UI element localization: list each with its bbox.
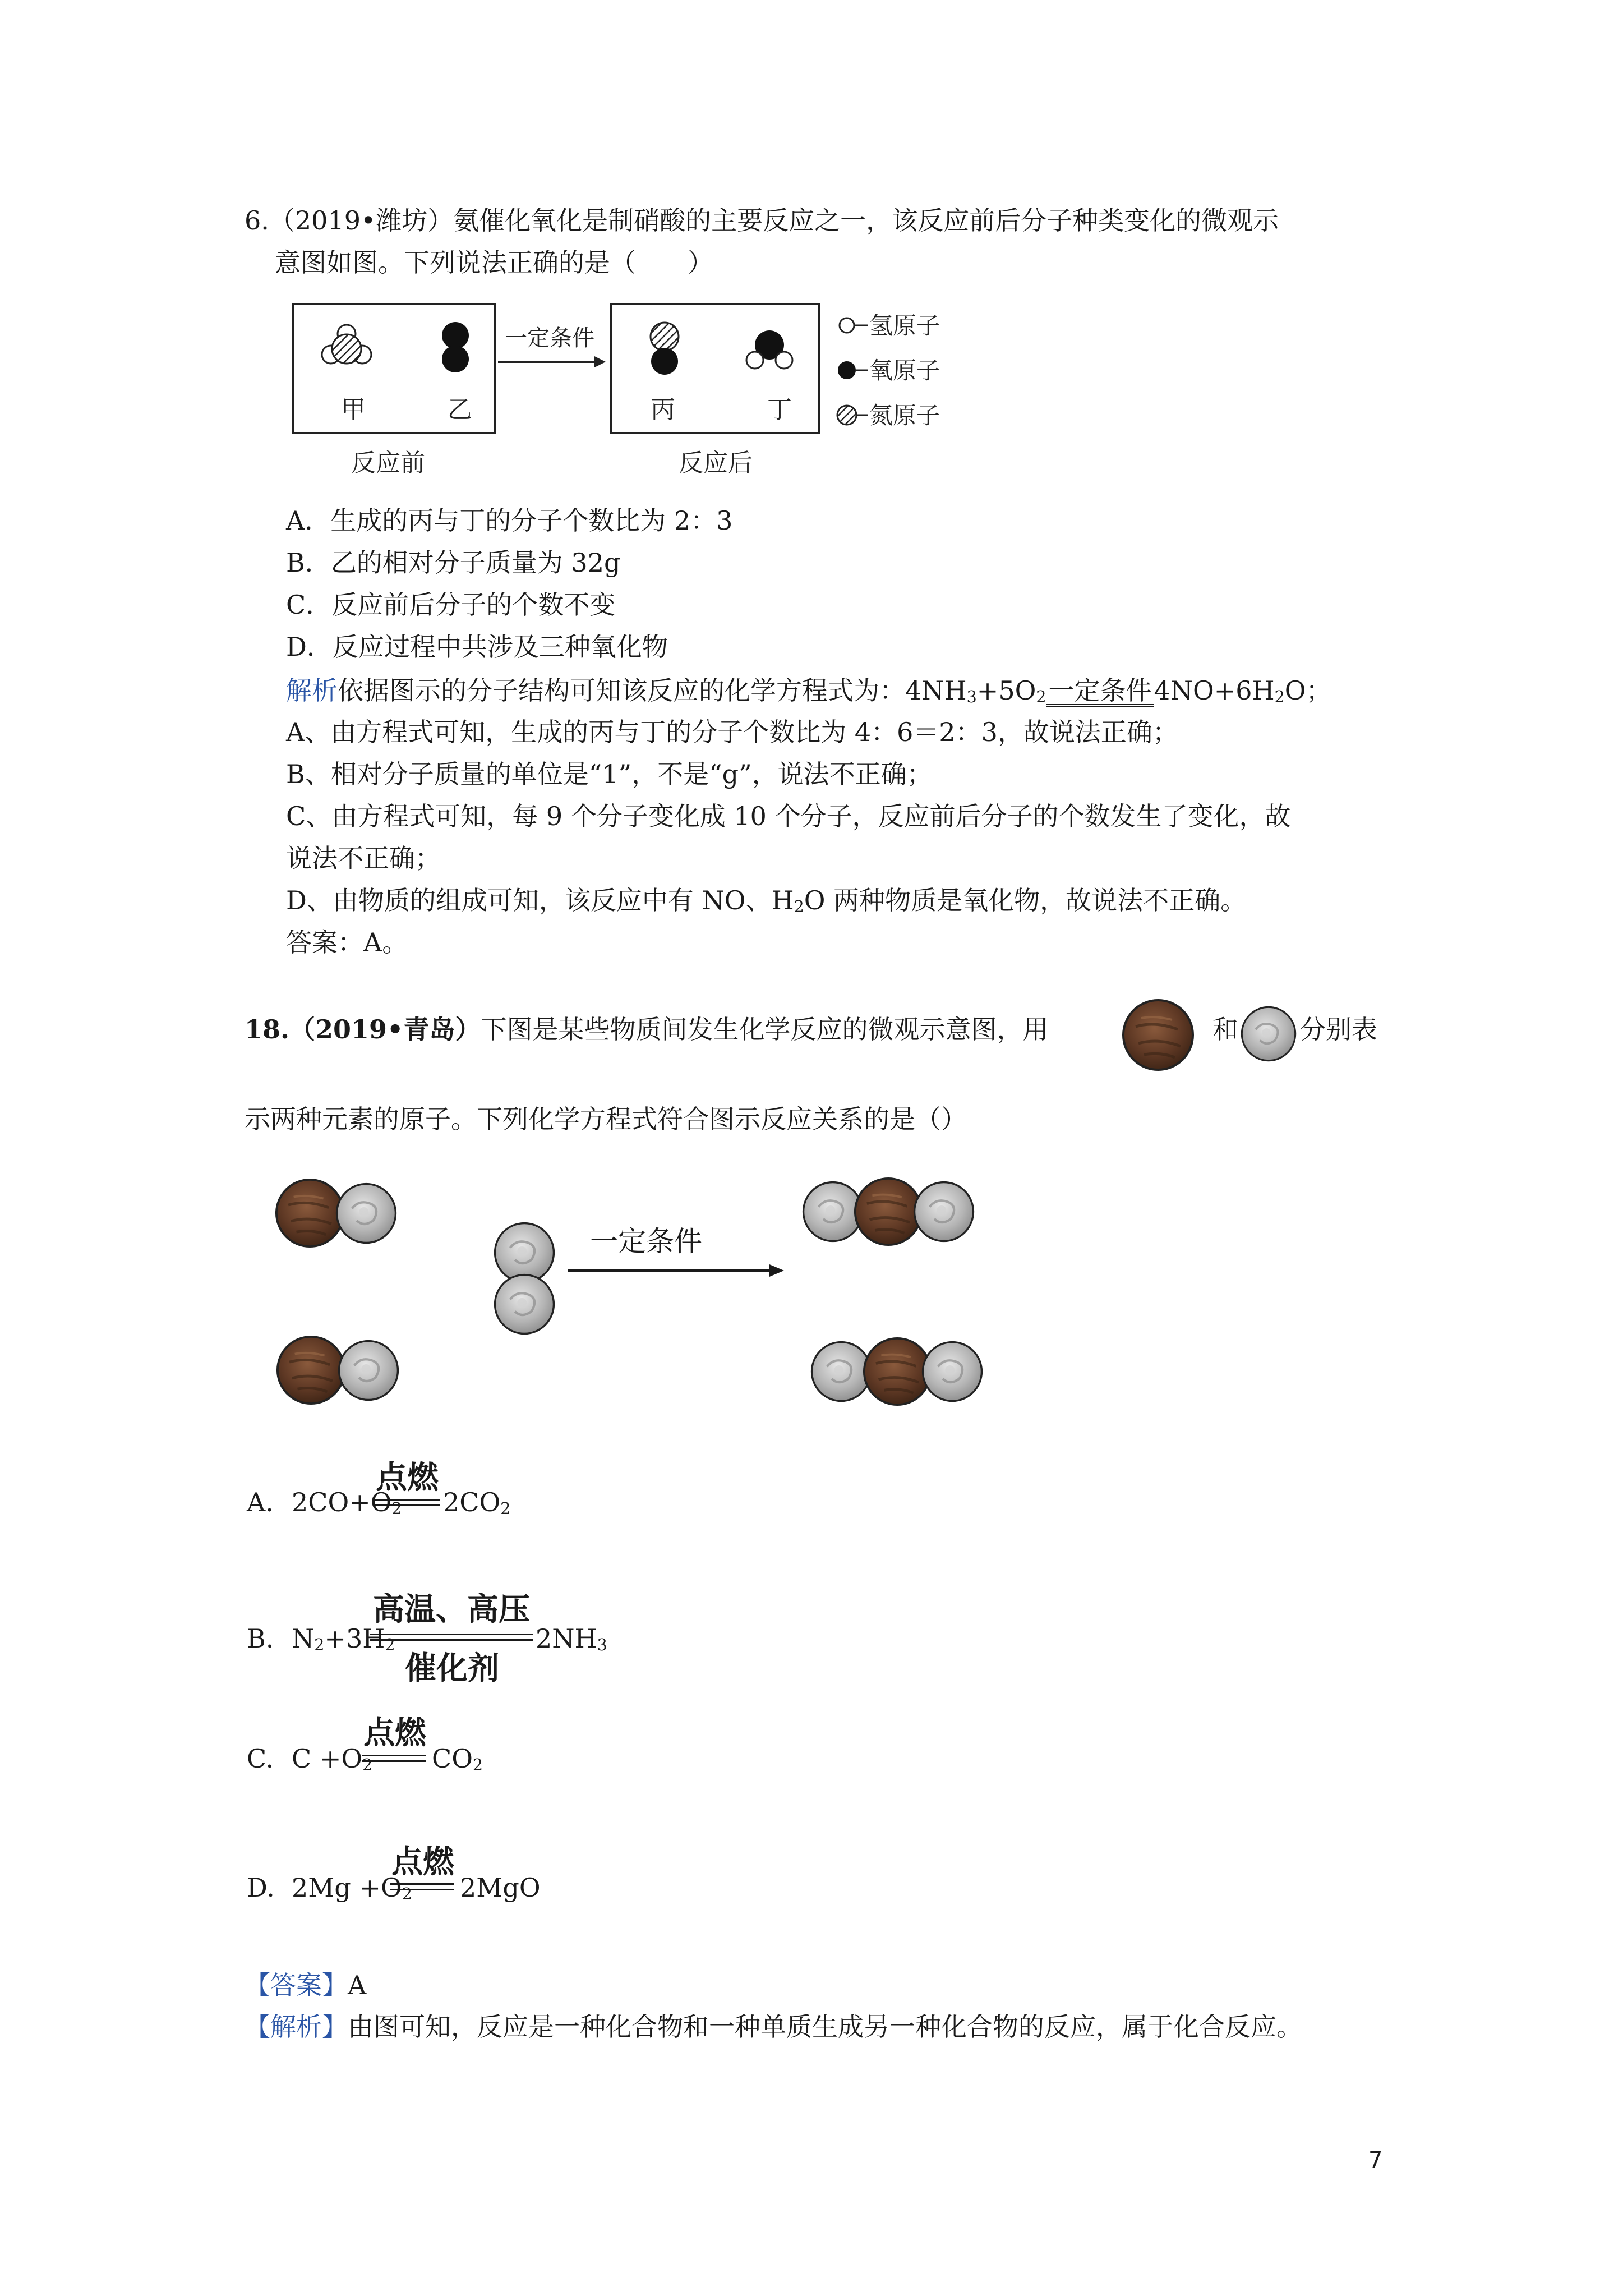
q18-analysis-text: 由图可知，反应是一种化合物和一种单质生成另一种化合物的反应，属于化合反应。 bbox=[348, 2012, 1302, 2042]
q18-option-d-right bbox=[460, 1872, 541, 1903]
q18-option-c-label: C. bbox=[247, 1743, 274, 1774]
q18-d-condition: 点燃 bbox=[391, 1844, 454, 1880]
before-label: 反应前 bbox=[351, 449, 425, 477]
q6-stem-line2: 意图如图。下列说法正确的是（ ） bbox=[275, 247, 713, 278]
q6-reaction-diagram bbox=[292, 303, 1009, 488]
q18-a-condition: 点燃 bbox=[376, 1460, 439, 1496]
q18-option-b-right bbox=[536, 1623, 607, 1655]
q18-reaction-diagram bbox=[269, 1167, 1054, 1425]
q6-analysis-a: A、由方程式可知，生成的丙与丁的分子个数比为 4：6＝2：3，故说法正确； bbox=[286, 717, 1178, 747]
q6-analysis-intro: 依据图示的分子结构可知该反应的化学方程式为： bbox=[338, 675, 905, 706]
q18-stem-line1 bbox=[245, 1014, 1049, 1045]
label-jia: 甲 bbox=[341, 395, 366, 424]
q18-b-left-h: +3H bbox=[324, 1623, 385, 1654]
molecule-yi bbox=[442, 322, 469, 372]
q18-option-d bbox=[247, 1872, 275, 1903]
q6-analysis-d-post: O 两种物质是氧化物，故说法不正确。 bbox=[804, 885, 1247, 915]
q18-a-right: 2CO bbox=[443, 1487, 501, 1517]
legend-oxygen: 氧原子 bbox=[869, 357, 940, 384]
q18-gray-atom-legend bbox=[1241, 1006, 1297, 1062]
q18-option-a-right bbox=[443, 1487, 511, 1519]
q6-analysis-c1: C、由方程式可知，每 9 个分子变化成 10 个分子，反应前后分子的个数发生了变化，故 bbox=[286, 801, 1291, 831]
q18-b-left-n: N bbox=[292, 1623, 315, 1654]
q18-a-right-sub: 2 bbox=[500, 1499, 511, 1519]
arrow-label: 一定条件 bbox=[505, 325, 594, 351]
q6-analysis-d bbox=[286, 885, 1247, 917]
reactant-molecule-o2 bbox=[495, 1223, 554, 1334]
q18-a-eq-line-2 bbox=[373, 1504, 440, 1506]
q6-option-a: A．生成的丙与丁的分子个数比为 2：3 bbox=[286, 505, 733, 536]
eq-end: O； bbox=[1284, 675, 1332, 706]
q18-analysis-tag: 【解析】 bbox=[245, 2012, 348, 2042]
q18-b-left-h-sub: 2 bbox=[385, 1636, 395, 1655]
eq-o2-sub: 2 bbox=[1036, 688, 1046, 707]
q18-c-condition: 点燃 bbox=[363, 1715, 426, 1751]
q6-analysis-c2: 说法不正确； bbox=[286, 843, 441, 873]
q18-d-left: 2Mg +O bbox=[292, 1872, 402, 1903]
legend-nitrogen: 氮原子 bbox=[869, 402, 940, 429]
q18-d-left-sub: 2 bbox=[402, 1885, 412, 1904]
q6-analysis-tag: 解析 bbox=[286, 675, 338, 706]
reactant-molecule-co-1 bbox=[276, 1180, 396, 1246]
q18-option-d-label: D. bbox=[247, 1872, 275, 1903]
q18-and: 和 bbox=[1212, 1014, 1238, 1045]
eq-o2: +5O bbox=[976, 675, 1036, 706]
q18-d-eq-line-2 bbox=[390, 1889, 454, 1890]
q6-option-b: B．乙的相对分子质量为 32g bbox=[286, 547, 621, 578]
q18-d-right: 2MgO bbox=[460, 1872, 541, 1903]
q18-b-eq-line-2 bbox=[370, 1639, 533, 1641]
q6-analysis-d-pre: D、由物质的组成可知，该反应中有 NO、H bbox=[286, 885, 794, 915]
legend bbox=[837, 312, 940, 429]
page-number: 7 bbox=[1368, 2147, 1383, 2173]
q18-option-a-label: A. bbox=[247, 1487, 274, 1517]
q18-answer bbox=[245, 1972, 366, 1998]
q18-arrow-label: 一定条件 bbox=[590, 1225, 702, 1258]
q18-b-left-n-sub: 2 bbox=[314, 1636, 325, 1655]
q18-analysis bbox=[245, 2014, 1302, 2040]
q18-a-eq-line-1 bbox=[373, 1499, 440, 1501]
q18-answer-tag: 【答案】 bbox=[245, 1970, 348, 2000]
q18-a-left: 2CO+O bbox=[292, 1487, 392, 1517]
eq-nh3-sub: 3 bbox=[966, 688, 977, 707]
eq-h2o-sub: 2 bbox=[1274, 688, 1285, 707]
q18-c-left: C +O bbox=[292, 1743, 363, 1774]
q18-c-eq-line-1 bbox=[362, 1755, 426, 1756]
label-yi: 乙 bbox=[448, 395, 472, 424]
eq-condition: 一定条件 bbox=[1046, 677, 1154, 707]
reactant-molecule-co-2 bbox=[278, 1337, 398, 1404]
eq-nh3: 4NH bbox=[905, 675, 967, 706]
q18-b-right-sub: 3 bbox=[597, 1636, 607, 1655]
molecule-ding bbox=[746, 330, 792, 369]
q6-analysis-d-sub: 2 bbox=[794, 898, 804, 917]
q6-analysis-b: B、相对分子质量的单位是“1”，不是“g”，说法不正确； bbox=[286, 759, 933, 789]
q18-d-eq-line-1 bbox=[390, 1883, 454, 1885]
q18-a-left-sub: 2 bbox=[391, 1499, 402, 1519]
q18-brown-atom-legend bbox=[1122, 999, 1195, 1071]
q18-option-a bbox=[247, 1489, 274, 1515]
q18-stem-part2: 分别表 bbox=[1300, 1014, 1377, 1045]
label-bing: 丙 bbox=[651, 395, 675, 424]
q18-option-c-left bbox=[292, 1743, 373, 1775]
product-molecule-co2-2 bbox=[812, 1338, 982, 1405]
q6-stem-line1: 6.（2019•潍坊）氨催化氧化是制硝酸的主要反应之一，该反应前后分子种类变化的微观示 bbox=[245, 205, 1279, 236]
q6-option-d: D．反应过程中共涉及三种氧化物 bbox=[286, 632, 668, 662]
molecule-bing bbox=[651, 323, 679, 375]
q6-option-c: C．反应前后分子的个数不变 bbox=[286, 590, 616, 620]
product-molecule-co2-1 bbox=[804, 1179, 974, 1245]
q18-c-eq-line-2 bbox=[362, 1760, 426, 1762]
q18-b-right: 2NH bbox=[536, 1623, 597, 1654]
q18-c-right: CO bbox=[432, 1743, 473, 1774]
q18-stem-line2: 示两种元素的原子。下列化学方程式符合图示反应关系的是（） bbox=[245, 1104, 967, 1134]
q18-stem-part1: 下图是某些物质间发生化学反应的微观示意图，用 bbox=[481, 1014, 1049, 1045]
q18-source: 18.（2019•青岛） bbox=[245, 1014, 481, 1045]
eq-no-h2o: 4NO+6H bbox=[1154, 675, 1275, 706]
label-ding: 丁 bbox=[767, 395, 792, 424]
molecule-jia bbox=[322, 325, 371, 364]
q18-b-condition-under: 催化剂 bbox=[405, 1650, 499, 1687]
q18-c-right-sub: 2 bbox=[472, 1756, 483, 1775]
q18-answer-value: A bbox=[348, 1970, 367, 2000]
q6-analysis-equation-line bbox=[286, 677, 1332, 707]
legend-hydrogen: 氢原子 bbox=[869, 312, 940, 339]
q6-answer: 答案：A。 bbox=[286, 927, 408, 958]
after-label: 反应后 bbox=[679, 449, 753, 477]
q18-option-c-right bbox=[432, 1743, 483, 1775]
q18-option-c bbox=[247, 1743, 274, 1774]
q18-b-condition-over: 高温、高压 bbox=[373, 1591, 530, 1628]
q18-c-left-sub: 2 bbox=[362, 1756, 373, 1775]
q18-option-b-label: B. bbox=[247, 1623, 274, 1654]
q18-b-eq-line-1 bbox=[370, 1634, 533, 1635]
q18-option-b bbox=[247, 1623, 274, 1654]
